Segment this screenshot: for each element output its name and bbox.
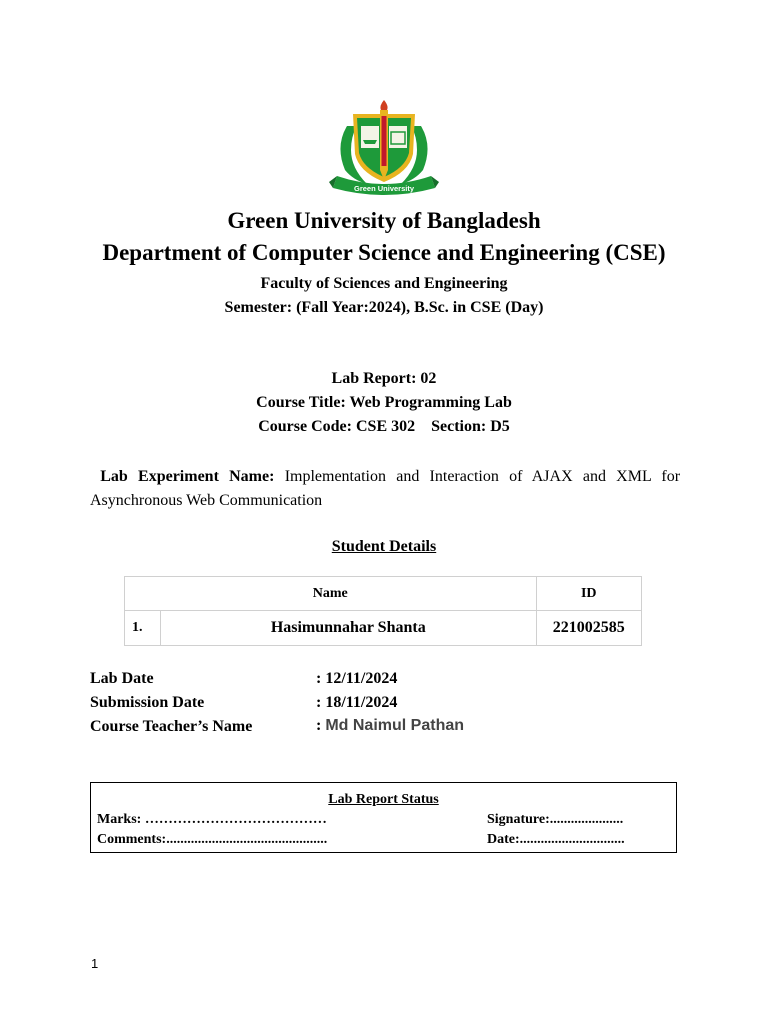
experiment-name-block	[90, 465, 680, 513]
university-logo	[329, 96, 439, 196]
teacher-label: Course Teacher’s Name	[90, 718, 253, 735]
course-code-line	[0, 418, 768, 436]
column-header-id: ID	[536, 577, 641, 611]
table-row	[125, 611, 642, 646]
faculty-name: Faculty of Sciences and Engineering	[260, 275, 508, 292]
marks-field: Marks: …………………………………	[97, 812, 327, 827]
lab-date-label: Lab Date	[90, 670, 154, 687]
course-title: Course Title: Web Programming Lab	[256, 394, 512, 411]
semester-info: Semester: (Fall Year:2024), B.Sc. in CSE (Day)	[224, 299, 544, 316]
status-title: Lab Report Status	[328, 792, 439, 807]
section: Section: D5	[431, 418, 510, 435]
experiment-label: Lab Experiment Name:	[100, 468, 275, 485]
student-table	[124, 576, 642, 646]
student-details-heading: Student Details	[331, 538, 437, 555]
column-header-name: Name	[125, 577, 537, 611]
lab-report-status-box	[90, 782, 677, 853]
logo-ribbon-text: Green University	[353, 184, 415, 193]
teacher-name: Md Naimul Pathan	[325, 717, 465, 734]
experiment-name: Implementation and Interaction of AJAX and XML for Asynchronous Web Communication	[90, 468, 681, 509]
submission-date-label: Submission Date	[90, 694, 205, 711]
table-header-row	[125, 577, 642, 611]
student-name: Hasimunnahar Shanta	[161, 611, 537, 646]
signature-field: Signature:.....................	[487, 812, 624, 827]
comments-field: Comments:..............................................	[97, 832, 328, 847]
teacher-prefix: :	[316, 717, 326, 734]
row-number: 1.	[125, 611, 161, 646]
lab-date-value: : 12/11/2024	[316, 670, 398, 687]
course-code: Course Code: CSE 302	[258, 418, 416, 435]
date-field: Date:..............................	[487, 832, 625, 847]
submission-date-value: : 18/11/2024	[316, 694, 398, 711]
student-id: 221002585	[536, 611, 641, 646]
teacher-line	[316, 717, 464, 735]
department-name: Department of Computer Science and Engineering (CSE)	[102, 240, 666, 265]
university-name: Green University of Bangladesh	[227, 208, 541, 233]
lab-report-number: Lab Report: 02	[331, 370, 437, 387]
page-number: 1	[91, 956, 99, 971]
